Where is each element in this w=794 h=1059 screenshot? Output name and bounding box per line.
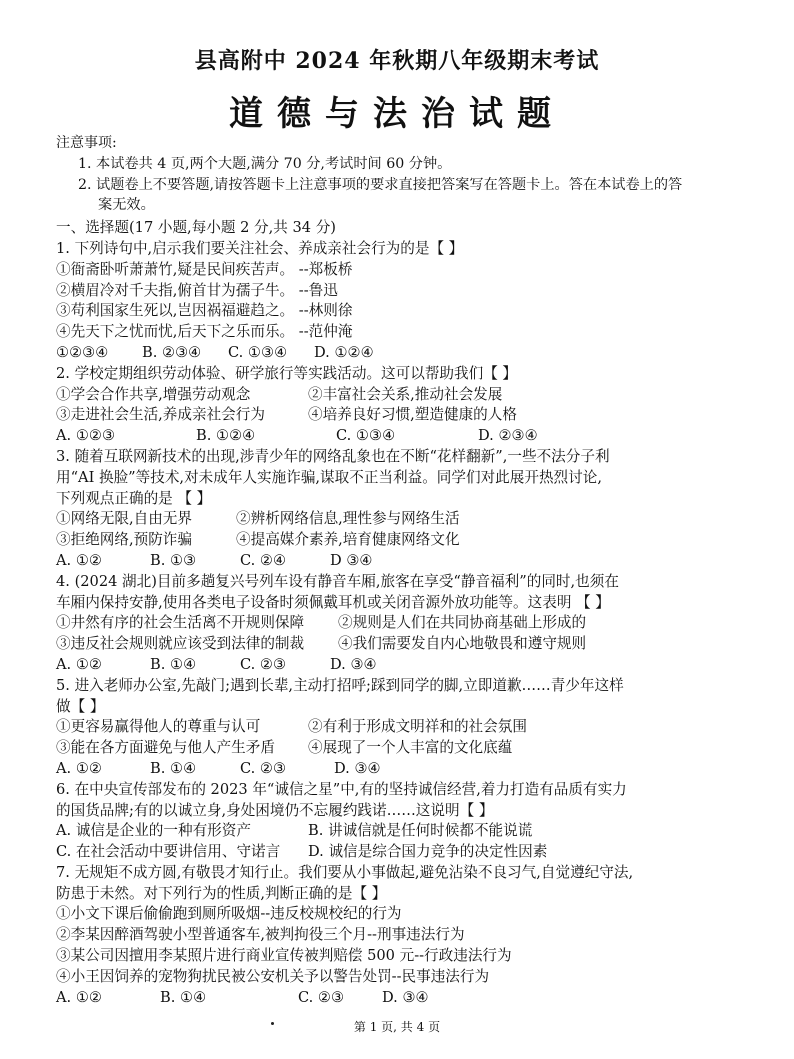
question-5-option-2: ②有利于形成文明祥和的社会氛围 xyxy=(308,718,527,736)
question-1-choices xyxy=(56,343,756,364)
choice-b: B. ①③ xyxy=(150,551,197,569)
question-2-options-row-2 xyxy=(56,405,756,426)
choice-d: D. 诚信是综合国力竞争的决定性因素 xyxy=(308,843,548,861)
choice-b: B. ①②④ xyxy=(196,427,256,445)
choice-b: B. ②③④ xyxy=(142,343,202,361)
choice-d: D. ③④ xyxy=(382,988,429,1006)
choice-b: B. ①④ xyxy=(150,759,197,777)
question-4-option-3: ③违反社会规则就应该受到法律的制裁 xyxy=(56,635,305,653)
question-7-stem-2: 防患于未然。对下列行为的性质,判断正确的是【 】 xyxy=(56,884,387,902)
question-5-stem-2: 做【 】 xyxy=(56,697,105,715)
question-3-options-row-2 xyxy=(56,530,756,551)
question-7-option-2: ②李某因醉酒驾驶小型普通客车,被判拘役三个月--刑事违法行为 xyxy=(56,926,465,944)
choice-d: D. ①②④ xyxy=(314,343,374,361)
notice-item-2: 2. 试题卷上不要答题,请按答题卡上注意事项的要求直接把答案写在答题卡上。答在本试卷上的答 xyxy=(78,176,683,193)
question-1-option-3: ③苟利国家生死以,岂因祸福避趋之。 --林则徐 xyxy=(56,302,353,320)
question-5-option-1: ①更容易赢得他人的尊重与认可 xyxy=(56,718,261,736)
choice-c: C. ②③ xyxy=(240,655,287,673)
choice-c: C. ②③ xyxy=(240,759,287,777)
section-heading: 一、选择题(17 小题,每小题 2 分,共 34 分) xyxy=(56,219,337,237)
choice-c: C. ①③④ xyxy=(228,343,288,361)
question-2-option-2: ②丰富社会关系,推动社会发展 xyxy=(308,385,503,403)
school-exam-title: 县高附中 2024 年秋期八年级期末考试 xyxy=(194,48,600,74)
question-2-options-row-1 xyxy=(56,385,756,406)
question-1-option-4: ④先天下之忧而忧,后天下之乐而乐。 --范仲淹 xyxy=(56,323,353,341)
question-2-option-3: ③走进社会生活,养成亲社会行为 xyxy=(56,406,265,424)
choice-a: A. ①② xyxy=(56,759,102,777)
question-4-option-2: ②规则是人们在共同协商基础上形成的 xyxy=(338,614,587,632)
choice-c: C. 在社会活动中要讲信用、守诺言 xyxy=(56,843,281,861)
choice-b: B. ①④ xyxy=(150,655,197,673)
question-7-stem-1: 7. 无规矩不成方圆,有敬畏才知行止。我们要从小事做起,避免沾染不良习气,自觉遵纪守法, xyxy=(56,863,634,881)
choice-a: A. ①②③ xyxy=(56,427,116,445)
question-3-option-1: ①网络无限,自由无界 xyxy=(56,510,192,528)
page-footer: 第 1 页, 共 4 页 xyxy=(353,1020,441,1034)
question-5-option-4: ④展现了一个人丰富的文化底蕴 xyxy=(308,739,513,757)
subject-title: 道德与法治试题 xyxy=(229,94,565,134)
question-3-options-row-1 xyxy=(56,509,756,530)
question-7-choices xyxy=(56,988,756,1009)
exam-content xyxy=(56,133,756,1008)
notice-heading: 注意事项: xyxy=(56,135,117,151)
question-6-choices-row-2 xyxy=(56,842,756,863)
question-1-option-1: ①衙斋卧听萧萧竹,疑是民间疾苦声。 --郑板桥 xyxy=(56,260,353,278)
notice-item-2-cont: 案无效。 xyxy=(98,197,155,214)
choice-b: B. 讲诚信就是任何时候都不能说谎 xyxy=(308,822,533,840)
question-4-stem-2: 车厢内保持安静,使用各类电子设备时须佩戴耳机或关闭音源外放功能等。这表明 【 】 xyxy=(56,593,610,611)
question-2-stem: 2. 学校定期组织劳动体验、研学旅行等实践活动。这可以帮助我们【 】 xyxy=(56,364,518,382)
question-5-stem-1: 5. 进入老师办公室,先敲门;遇到长辈,主动打招呼;踩到同学的脚,立即道歉……青少年这样 xyxy=(56,676,624,694)
question-5-option-3: ③能在各方面避免与他人产生矛盾 xyxy=(56,739,275,757)
question-7-option-3: ③某公司因擅用李某照片进行商业宣传被判赔偿 500 元--行政违法行为 xyxy=(56,947,512,965)
question-3-choices xyxy=(56,551,756,572)
choice-d: D. ②③④ xyxy=(478,427,538,445)
question-4-choices xyxy=(56,655,756,676)
notice-item-1: 1. 本试卷共 4 页,两个大题,满分 70 分,考试时间 60 分钟。 xyxy=(78,155,452,172)
question-4-options-row-2 xyxy=(56,634,756,655)
question-7-option-1: ①小文下课后偷偷跑到厕所吸烟--违反校规校纪的行为 xyxy=(56,905,402,923)
question-1-option-2: ②横眉冷对千夫指,俯首甘为孺子牛。 --鲁迅 xyxy=(56,281,338,299)
question-3-stem-3: 下列观点正确的是 【 】 xyxy=(56,489,212,507)
choice-d: D. ③④ xyxy=(330,655,377,673)
choice-a: A. ①② xyxy=(56,988,102,1006)
question-5-choices xyxy=(56,759,756,780)
question-2-choices xyxy=(56,426,756,447)
question-3-stem-2: 用“AI 换脸”等技术,对未成年人实施诈骗,谋取不正当利益。同学们对此展开热烈讨论, xyxy=(56,468,602,486)
question-4-options-row-1 xyxy=(56,613,756,634)
question-2-option-1: ①学会合作共享,增强劳动观念 xyxy=(56,385,251,403)
choice-b: B. ①④ xyxy=(160,988,207,1006)
question-6-choices-row-1 xyxy=(56,821,756,842)
question-4-option-4: ④我们需要发自内心地敬畏和遵守规则 xyxy=(338,635,587,653)
question-4-stem-1: 4. (2024 湖北)目前多趟复兴号列车设有静音车厢,旅客在享受“静音福利”的同时,也须在 xyxy=(56,572,619,590)
choice-a: A. ①② xyxy=(56,551,102,569)
question-5-options-row-1 xyxy=(56,717,756,738)
choice-c: C. ②④ xyxy=(240,551,287,569)
choice-c: C. ②③ xyxy=(298,988,345,1006)
question-5-options-row-2 xyxy=(56,738,756,759)
question-4-option-1: ①井然有序的社会生活离不开规则保障 xyxy=(56,614,305,632)
choice-d: D. ③④ xyxy=(334,759,381,777)
question-6-stem-2: 的国货品牌;有的以诚立身,身处困境仍不忘履约践诺……这说明【 】 xyxy=(56,801,494,819)
choice-a: ①②③④ xyxy=(56,343,109,361)
choice-a: A. ①② xyxy=(56,655,102,673)
question-2-option-4: ④培养良好习惯,塑造健康的人格 xyxy=(308,406,517,424)
question-7-option-4: ④小王因饲养的宠物狗扰民被公安机关予以警告处罚--民事违法行为 xyxy=(56,967,490,985)
choice-a: A. 诚信是企业的一种有形资产 xyxy=(56,822,251,840)
choice-c: C. ①③④ xyxy=(336,427,396,445)
question-3-option-2: ②辨析网络信息,理性参与网络生活 xyxy=(236,510,460,528)
question-3-option-3: ③拒绝网络,预防诈骗 xyxy=(56,531,192,549)
choice-d: D ③④ xyxy=(330,551,373,569)
question-3-option-4: ④提高媒介素养,培育健康网络文化 xyxy=(236,531,460,549)
question-3-stem-1: 3. 随着互联网新技术的出现,涉青少年的网络乱象也在不断“花样翻新”,一些不法分子利 xyxy=(56,447,610,465)
question-1-stem: 1. 下列诗句中,启示我们要关注社会、养成亲社会行为的是【 】 xyxy=(56,239,464,257)
question-6-stem-1: 6. 在中央宣传部发布的 2023 年“诚信之星”中,有的坚持诚信经营,着力打造有品质有实力 xyxy=(56,780,627,798)
